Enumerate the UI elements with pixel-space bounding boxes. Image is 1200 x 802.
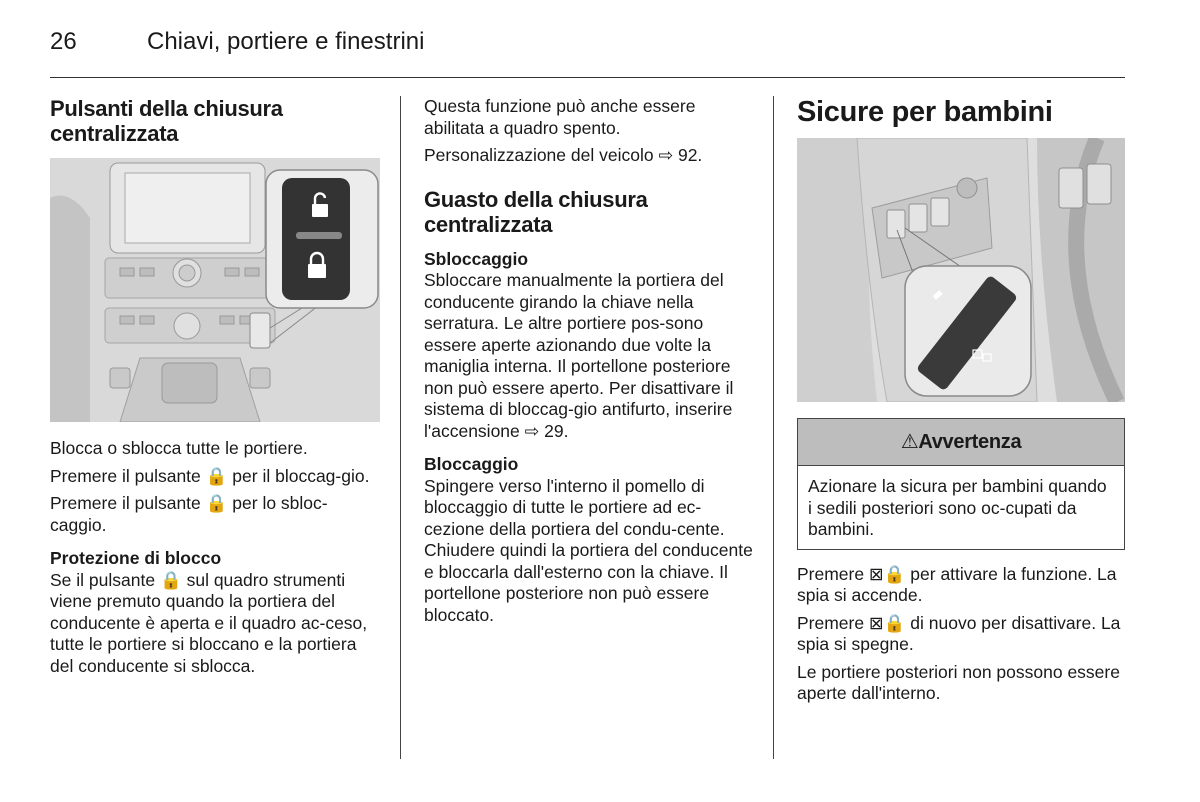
warning-title: Avvertenza: [918, 431, 1022, 453]
child-lock-icon: ⊠🔒: [868, 563, 906, 584]
subheading-lock-protection: Protezione di blocco: [50, 548, 222, 568]
section-heading-central-locking: Pulsanti della chiusura centralizzata: [50, 96, 283, 146]
warning-header: [798, 419, 1124, 466]
lock-icon: 🔒: [159, 569, 182, 590]
unlock-icon: 🔒: [205, 493, 228, 513]
column-2: [424, 96, 754, 632]
paragraph: Spingere verso l'interno il pomello di bloccaggio di tutte le portiere ad ec-cezione della portiera del condu-cente. Chiudere quindi la portiera del conducente e bloccarla dall'esterno con la chiave. Il portellone posteriore non può essere bloccato.: [424, 475, 753, 625]
figure-door-child-lock-switch: [797, 138, 1125, 402]
paragraph: Premere il pulsante 🔒 per lo sbloc-caggio.: [50, 493, 328, 535]
column-1: [50, 96, 380, 683]
paragraph: Se il pulsante 🔒 sul quadro strumenti viene premuto quando la portiera del conducente è aperta e il quadro ac-ceso, tutte le portiere si bloccano e la portiera del conducente si sblocca.: [50, 569, 368, 676]
column-3: [797, 96, 1127, 711]
paragraph: Sbloccare manualmente la portiera del conducente girando la chiave nella serratura. Le altre portiere pos-sono essere aperte azionando due volte la maniglia interna. Il portellone posteriore non può essere aperto. Per disattivare il sistema di bloccag-gio antifurto, inserire l'accensione ⇨ 29.: [424, 270, 734, 441]
figure-dashboard-lock-buttons: [50, 158, 380, 422]
column-divider: [400, 96, 401, 759]
paragraph: Premere il pulsante 🔒 per il bloccag-gio.: [50, 465, 370, 486]
lock-icon: 🔒: [205, 465, 228, 486]
column-divider: [773, 96, 774, 759]
paragraph: Questa funzione può anche essere abilitata a quadro spento.: [424, 96, 696, 138]
page-title: Chiavi, portiere e finestrini: [147, 28, 425, 55]
section-heading-child-locks: Sicure per bambini: [797, 96, 1053, 128]
page-number: 26: [50, 28, 77, 55]
page-header: [50, 25, 1125, 78]
paragraph: Premere ⊠🔒 per attivare la funzione. La spia si accende.: [797, 563, 1117, 605]
paragraph: Blocca o sblocca tutte le portiere.: [50, 438, 308, 458]
section-heading-central-locking-fault: Guasto della chiusura centralizzata: [424, 186, 648, 237]
warning-box: [797, 418, 1125, 550]
child-lock-icon: ⊠🔒: [868, 612, 906, 633]
paragraph: Personalizzazione del veicolo ⇨ 92.: [424, 145, 703, 165]
warning-triangle-icon: ⚠: [900, 431, 919, 453]
subheading-unlocking: Sbloccaggio: [424, 248, 529, 269]
subheading-locking: Bloccaggio: [424, 454, 519, 474]
paragraph: Premere ⊠🔒 di nuovo per disattivare. La spia si spegne.: [797, 612, 1121, 654]
paragraph: Le portiere posteriori non possono essere aperte dall'interno.: [797, 661, 1120, 703]
warning-text: Azionare la sicura per bambini quando i sedili posteriori sono oc-cupati da bambini.: [808, 476, 1107, 539]
